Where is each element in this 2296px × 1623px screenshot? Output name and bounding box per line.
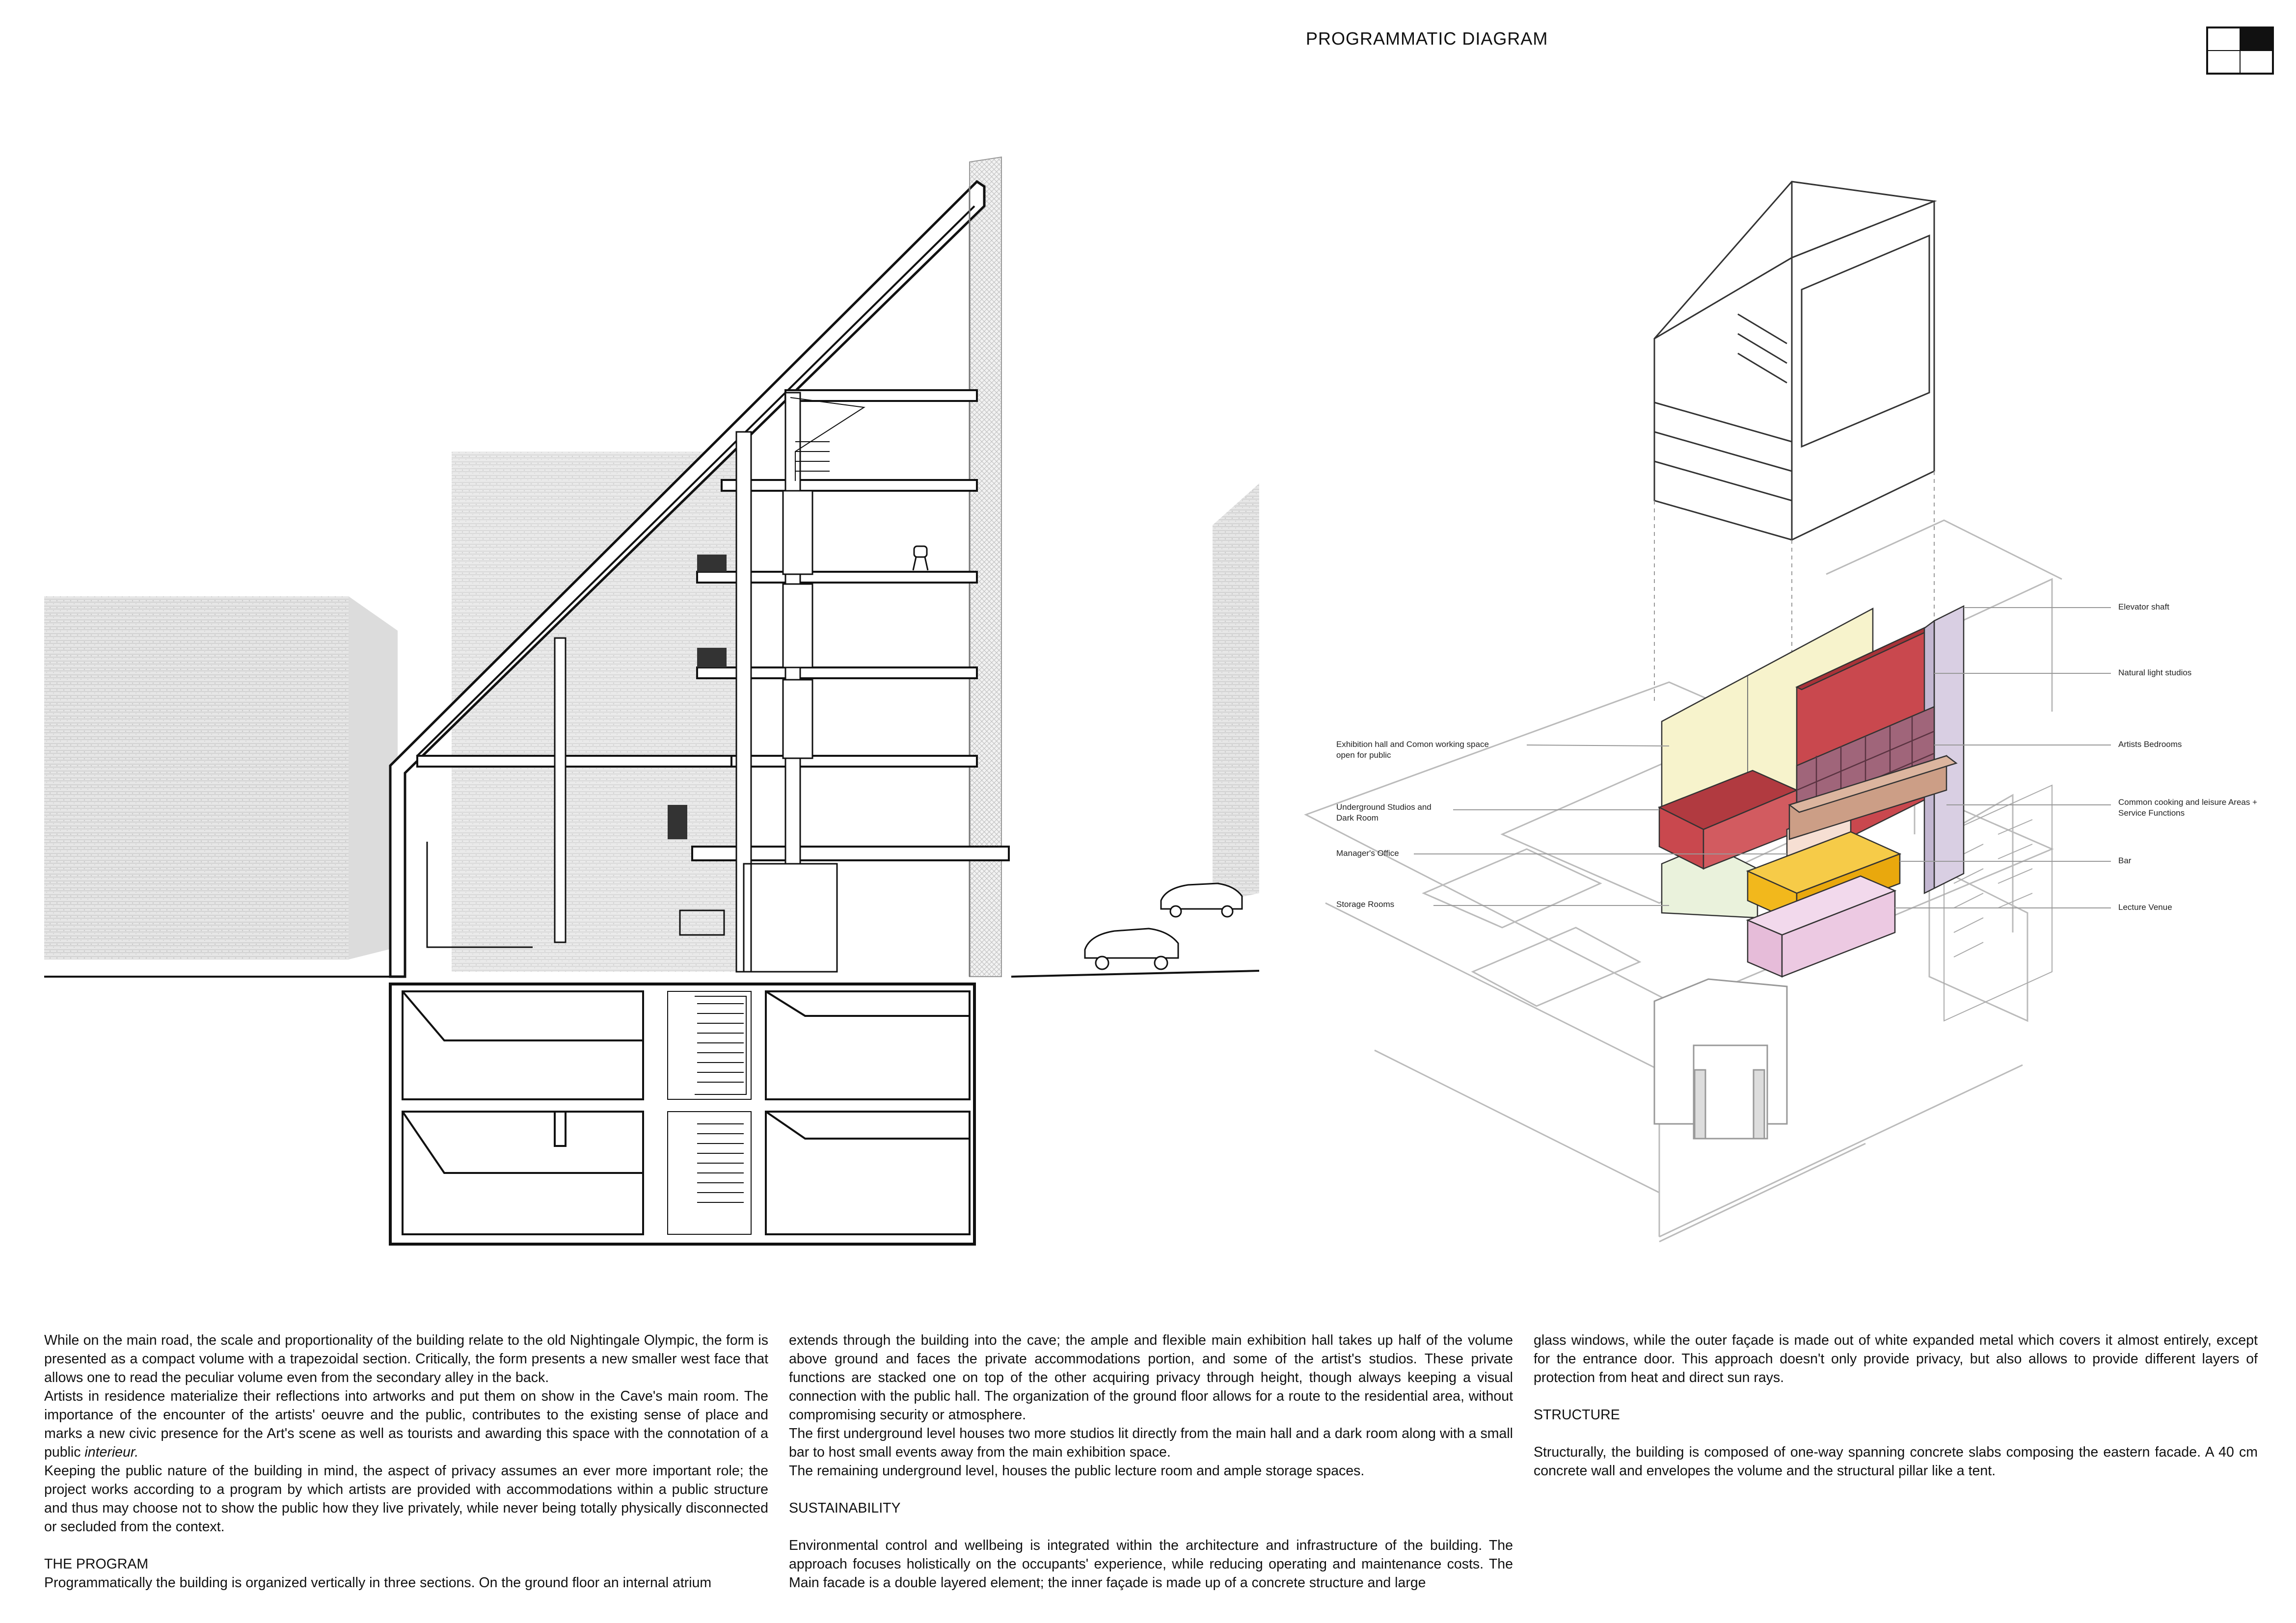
paragraph: While on the main road, the scale and proportionality of the building relate to the old Nightingale Olympic, the form is presented as a compact volume with a trapezoidal section. Critically, the form presents a new smaller west face that allows one to read the peculiar volume even from the secondary alley in the back. <box>44 1332 768 1385</box>
label-lecture-venue: Lecture Venue <box>2118 903 2172 912</box>
paragraph: Programmatically the building is organized vertically in three sections. On the ground floor an internal atrium <box>44 1575 712 1591</box>
context-building-left <box>44 596 349 959</box>
text-column-2 <box>789 1331 1513 1592</box>
label-elevator-shaft: Elevator shaft <box>2118 602 2169 612</box>
label-storage-rooms: Storage Rooms <box>1336 900 1395 909</box>
paragraph: Environmental control and wellbeing is integrated within the architecture and infrastructure of the building. The approach focuses holistically on the occupants' experience, while reducing operating and maintenance costs. The Main facade is a double layered element; the inner façade is made up of a concrete structure and large <box>789 1538 1513 1591</box>
label-bar: Bar <box>2118 856 2132 865</box>
label-underground-studios-2: Dark Room <box>1336 813 1378 823</box>
labels-right <box>2118 602 2257 912</box>
label-common-areas-2: Service Functions <box>2118 808 2185 818</box>
context-building-back <box>452 452 736 972</box>
basement <box>390 984 974 1244</box>
text-column-3 <box>1534 1331 2258 1480</box>
page-title: PROGRAMMATIC DIAGRAM <box>1306 28 1548 49</box>
section-heading: STRUCTURE <box>1534 1407 1620 1423</box>
text-column-1 <box>44 1331 768 1592</box>
ground-line-street <box>1011 971 1259 977</box>
chair-icon <box>913 546 928 570</box>
paragraph-text: Artists in residence materialize their reflections into artworks and put them on show in the Cave's main room. The importance of the encounter of the artists' oeuvre and the public, contributes to the existing sense of place and marks a new civic presence for the Art's scene as well as tourists and awarding this space with the connotation of a public <box>44 1388 768 1460</box>
label-exhibition-hall: Exhibition hall and Comon working space <box>1336 740 1489 749</box>
paragraph: The remaining underground level, houses the public lecture room and ample storage spaces. <box>789 1463 1365 1479</box>
entrance-tower <box>1654 979 1787 1139</box>
paragraph: glass windows, while the outer façade is made out of white expanded metal which covers it almost entirely, except for the entrance door. This approach doesn't only provide privacy, but also allows to provide different layers of protection from heat and direct sun rays. <box>1534 1332 2258 1385</box>
paragraph: Structurally, the building is composed of one-way spanning concrete slabs composing the eastern facade. A 40 cm concrete wall and envelopes the volume and the structural pillar like a tent. <box>1534 1444 2258 1479</box>
italic-word: interieur. <box>84 1444 139 1460</box>
labels-left <box>1336 740 1489 909</box>
label-underground-studios: Underground Studios and <box>1336 802 1432 812</box>
upper-stair <box>790 398 864 481</box>
paragraph: extends through the building into the cave; the ample and flexible main exhibition hall takes up half of the volume above ground and faces the private accommodations portion, and some of the artist's studios. These private functions are stacked one on top of the other acquiring privacy through height, though always keeping a visual connection with the public hall. The organization of the ground floor allows for a route to the residential area, without compromising security or atmosphere. <box>789 1332 1513 1423</box>
paragraph: The first underground level houses two more studios lit directly from the main hall and a dark room along with a small bar to host small events away from the main exhibition space. <box>789 1426 1513 1460</box>
label-exhibition-hall-2: open for public <box>1336 750 1391 760</box>
context-building-right <box>1213 483 1259 903</box>
label-natural-light-studios: Natural light studios <box>2118 668 2192 677</box>
section-heading: THE PROGRAM <box>44 1556 149 1572</box>
paragraph: Keeping the public nature of the building in mind, the aspect of privacy assumes an ever more important role; the project works according to a program by which artists are provided with accommodations within a public structure and thus may choose not to show the public how they live privately, while never being totally physically disconnected or secluded from the context. <box>44 1463 768 1535</box>
label-common-areas: Common cooking and leisure Areas + <box>2118 798 2258 807</box>
label-managers-office: Manager's Office <box>1336 849 1399 858</box>
exploded-roof <box>1654 182 1934 540</box>
car-icon <box>1085 883 1242 969</box>
label-artists-bedrooms: Artists Bedrooms <box>2118 740 2182 749</box>
section-heading: SUSTAINABILITY <box>789 1500 901 1516</box>
paragraph <box>44 1387 768 1462</box>
axonometric-diagram <box>1306 182 2257 1242</box>
building-section <box>44 157 1259 1244</box>
